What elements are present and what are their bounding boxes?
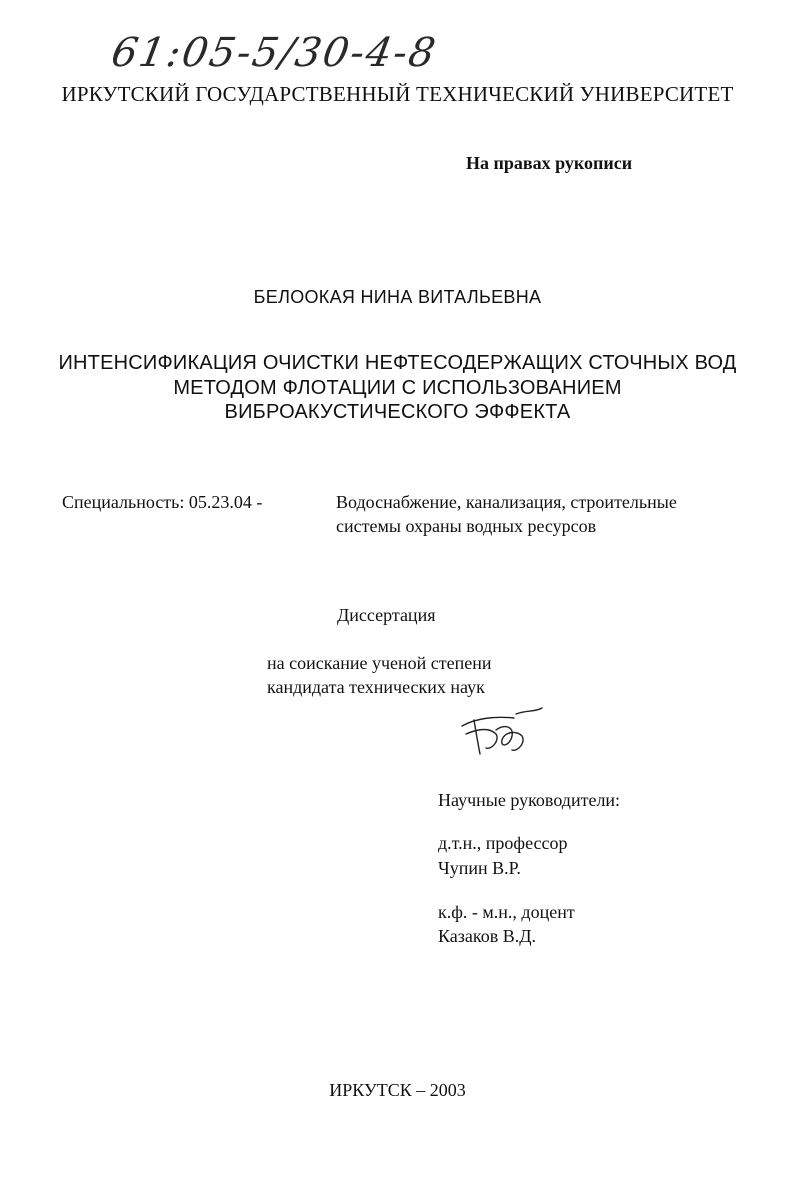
manuscript-rights-note: На правах рукописи <box>466 153 633 173</box>
city-year: ИРКУТСК – 2003 <box>329 1080 466 1100</box>
signature <box>456 704 546 760</box>
thesis-title-line-1: ИНТЕНСИФИКАЦИЯ ОЧИСТКИ НЕФТЕСОДЕРЖАЩИХ СТОЧНЫХ ВОД <box>58 352 737 374</box>
handwritten-archive-number: 61:05-5/30-4-8 <box>107 30 441 76</box>
thesis-title-line-3: ВИБРОАКУСТИЧЕСКОГО ЭФФЕКТА <box>224 401 571 423</box>
author-name: БЕЛООКАЯ НИНА ВИТАЛЬЕВНА <box>253 287 542 307</box>
advisors-heading: Научные руководители: <box>438 790 621 810</box>
specialty-description-line-2: системы охраны водных ресурсов <box>336 516 597 536</box>
advisor-2-title: к.ф. - м.н., доцент <box>438 902 575 922</box>
degree-line-1: на соискание ученой степени <box>267 653 492 673</box>
advisor-2-name: Казаков В.Д. <box>438 926 536 946</box>
degree-line-2: кандидата технических наук <box>267 677 485 697</box>
advisor-1-title: д.т.н., профессор <box>438 833 568 853</box>
document-type: Диссертация <box>337 605 436 625</box>
university-name: ИРКУТСКИЙ ГОСУДАРСТВЕННЫЙ ТЕХНИЧЕСКИЙ УНИВЕРСИТЕТ <box>61 82 734 106</box>
advisor-1-name: Чупин В.Р. <box>438 858 521 878</box>
thesis-title-line-2: МЕТОДОМ ФЛОТАЦИИ С ИСПОЛЬЗОВАНИЕМ <box>173 377 622 399</box>
specialty-label: Специальность: 05.23.04 - <box>62 492 263 512</box>
specialty-description-line-1: Водоснабжение, канализация, строительные <box>336 492 677 512</box>
